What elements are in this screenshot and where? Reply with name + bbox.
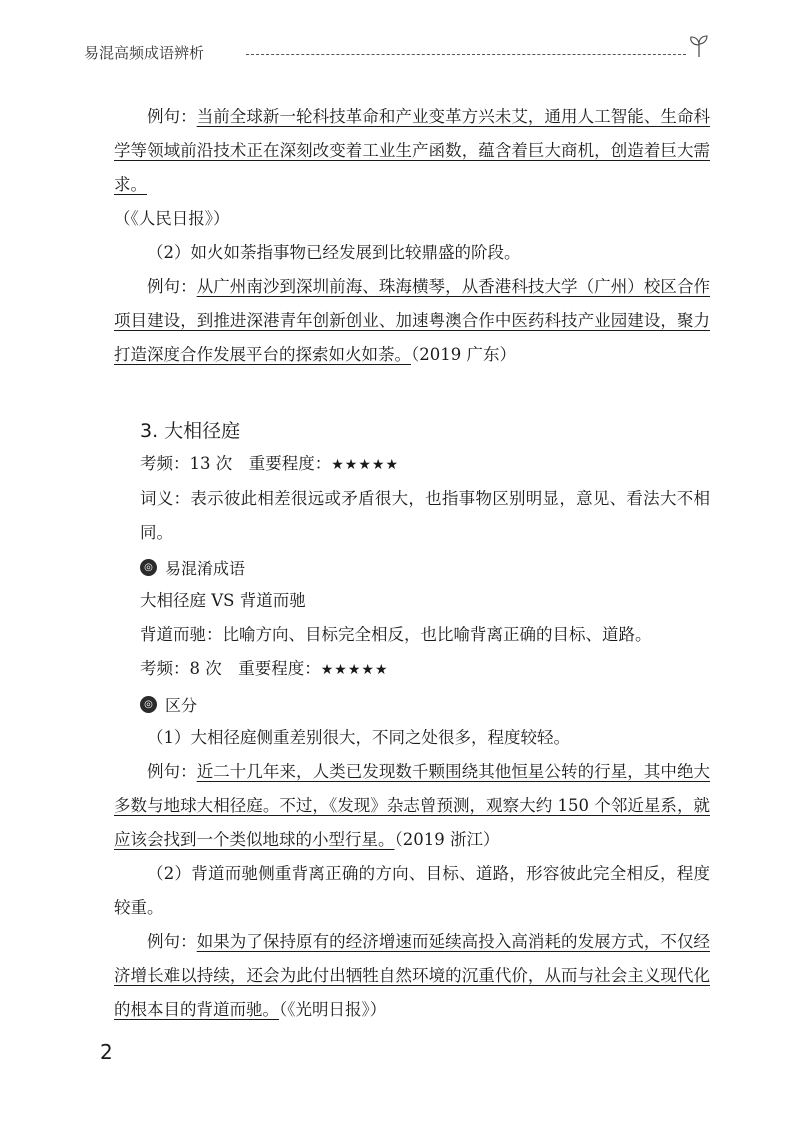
example-text: 从广州南沙到深圳前海、珠海横琴，从香港科技大学（广州）校区合作项目建设，到推进深港青年创新创业、加速粤澳合作中医药科技产业园建设，聚力打造深度合作发展平台的探索如火如荼。: [114, 277, 711, 364]
importance-stars: ★★★★★: [331, 457, 400, 473]
distinction-text: （1）大相径庭侧重差别很大，不同之处很多，程度较轻。: [147, 728, 570, 747]
running-header: [84, 40, 724, 70]
page-body: [114, 100, 711, 1027]
sprout-icon: [688, 34, 710, 58]
distinguish-heading: 区分: [165, 695, 198, 715]
page-number: 2: [100, 1040, 113, 1064]
distinction-1: [114, 721, 710, 755]
other-frequency-line: [140, 652, 710, 687]
distinction-2-example: [114, 925, 710, 1027]
source-text: （2019 浙江）: [394, 830, 500, 849]
idiom-pair: [140, 584, 710, 618]
distinction-2: [114, 857, 710, 925]
definition-text: 词义：表示彼此相差很远或矛盾很大，也指事物区别明显，意见、看法大不相同。: [140, 489, 710, 542]
source-text: （2019 广东）: [411, 345, 516, 364]
example-text: 如果为了保持原有的经济增速而延续高投入高消耗的发展方式，不仅经济增长难以持续，还会为此付出牺牲自然环境的沉重代价，从而与社会主义现代化的根本目的背道而驰。: [114, 932, 711, 1019]
source-text: （《光明日报》）: [279, 1000, 387, 1019]
distinction-1-example: [114, 755, 710, 857]
example-text: 当前全球新一轮科技革命和产业变革方兴未艾，通用人工智能、生命科学等领域前沿技术正在深刻改变着工业生产函数，蕴含着巨大商机，创造着巨大需求。: [114, 107, 711, 194]
example-text: 近二十几年来，人类已发现数千颗围绕其他恒星公转的行星，其中绝大多数与地球大相径庭。不过，《发现》杂志曾预测，观察大约 150 个邻近星系，就应该会找到一个类似地球的小型行星。: [114, 762, 711, 849]
example-label: 例句：: [147, 107, 197, 126]
other-definition-text: 背道而驰：比喻方向、目标完全相反，也比喻背离正确的目标、道路。: [140, 625, 652, 644]
meaning-2: [114, 236, 710, 270]
pair-text: 大相径庭 VS 背道而驰: [140, 591, 306, 610]
confusable-icon: ◎: [140, 559, 157, 576]
other-importance-stars: ★★★★★: [320, 662, 389, 678]
example-paragraph: [114, 100, 710, 202]
example-label: 例句：: [147, 277, 197, 296]
meaning-text: （2）如火如荼指事物已经发展到比较鼎盛的阶段。: [147, 243, 521, 262]
section-title: 3. 大相径庭: [140, 420, 241, 442]
frequency-line: [140, 447, 710, 482]
source-text: （《人民日报》）: [114, 209, 230, 228]
distinguish-icon: ◎: [140, 696, 157, 713]
distinction-text: （2）背道而驰侧重背离正确的方向、目标、道路，形容彼此完全相反，程度较重。: [114, 864, 710, 917]
confusable-heading-row: [140, 550, 710, 584]
other-definition: [140, 618, 710, 652]
definition: [140, 482, 710, 550]
example-paragraph-2: [114, 270, 710, 372]
frequency-text: 考频：13 次 重要程度：: [140, 454, 332, 473]
distinguish-heading-row: [140, 687, 710, 721]
header-divider: [246, 54, 686, 55]
example-label: 例句：: [147, 932, 197, 951]
confusable-heading: 易混淆成语: [165, 558, 246, 578]
source-citation: [114, 202, 710, 236]
header-title: 易混高频成语辨析: [84, 44, 205, 62]
other-frequency-text: 考频：8 次 重要程度：: [140, 659, 321, 678]
example-label: 例句：: [147, 762, 197, 781]
